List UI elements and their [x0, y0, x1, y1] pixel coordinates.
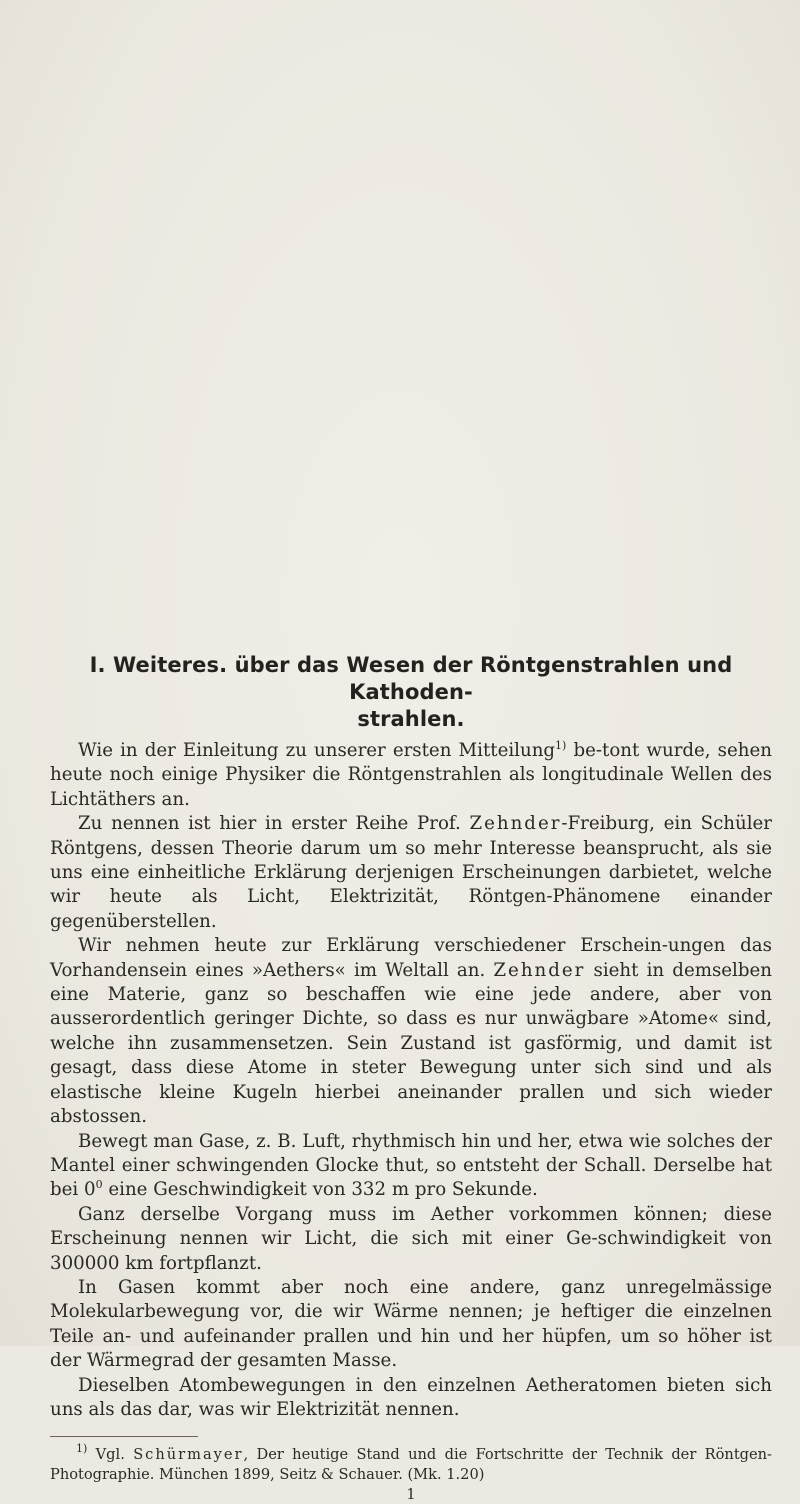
paragraph-3-text-b: sieht in demselben eine Materie, ganz so beschaffen wie eine jede andere, aber von ausserordentlich geringer Dichte, so dass es nur unwägbare »Atome« sind, welche ihn zusammensetzen. Sein Zustand ist gasförmig, und damit ist gesagt, dass diese Atome in steter Bewegung unter sich sind und als elastische kleine Kugeln hierbei aneinander prallen und sich wieder abstossen. — [50, 959, 772, 1128]
paragraph-2-text-b: -Freiburg, ein Schüler Röntgens, dessen Theorie darum um so mehr Interesse beansprucht, als sie uns eine einheitliche Erklärung derjenigen Erscheinungen darbietet, welche wir heute als Licht, Elektrizität, Röntgen-Phänomene einander gegenüberstellen. — [50, 813, 773, 932]
paragraph-2-text-a: Zu nennen ist hier in erster Reihe Prof. — [78, 813, 470, 835]
paragraph-1-text-a: Wie in der Einleitung zu unserer ersten Mitteilung — [78, 740, 556, 761]
degree-superscript: 0 — [95, 1178, 103, 1192]
paragraph-4-text-a: Bewegt man Gase, z. B. Luft, rhythmisch hin und her, etwa wie solches der Mantel einer schwingenden Glocke thut, so entsteht der Schall. Derselbe hat bei 0 — [50, 1130, 772, 1201]
paragraph-3 — [50, 934, 772, 1129]
body-text — [50, 739, 772, 1422]
footnote-reference: 1) — [555, 739, 567, 752]
chapter-heading — [50, 652, 772, 733]
paragraph-3-text-a: Wir nehmen heute zur Erklärung verschiedener Erschein-ungen das Vorhandensein eines »Aethers« im Weltall an. — [50, 935, 772, 981]
footnote — [50, 1442, 772, 1485]
footnote-marker: 1) — [76, 1442, 88, 1456]
paragraph-4 — [50, 1130, 772, 1203]
footnote-text-b: , Der heutige Stand und die Fortschritte der Technik der Röntgen-Photographie. München 1899, Seitz & Schauer. (Mk. 1.20) — [50, 1446, 772, 1484]
chapter-heading-line-1: I. Weiteres. über das Wesen der Röntgenstrahlen und Kathoden- — [89, 653, 733, 704]
footnote-author: Schürmayer — [133, 1446, 244, 1464]
person-name: Zehnder — [469, 813, 562, 835]
chapter-heading-line-2: strahlen. — [357, 707, 465, 731]
paragraph-5: Ganz derselbe Vorgang muss im Aether vorkommen können; diese Erscheinung nennen wir Licht, die sich mit einer Ge-schwindigkeit von 300000 km fortpflanzt. — [50, 1203, 772, 1274]
paragraph-1 — [50, 739, 772, 812]
footnote-divider — [50, 1436, 198, 1437]
paragraph-4-text-b: eine Geschwindigkeit von 332 m pro Sekunde. — [102, 1179, 538, 1201]
person-name: Zehnder — [493, 959, 586, 981]
paragraph-1-text-b: be-tont wurde, sehen heute noch einige Physiker die Röntgenstrahlen als longitudinale Wellen des Lichtäthers an. — [50, 740, 772, 810]
paragraph-7: Dieselben Atombewegungen in den einzelnen Aetheratomen bieten sich uns als das dar, was wir Elektrizität nennen. — [50, 1374, 772, 1420]
page-content — [50, 652, 772, 1504]
page-number: 1 — [406, 1486, 416, 1504]
footnote-text-a: Vgl. — [87, 1446, 134, 1464]
paragraph-2 — [50, 812, 772, 934]
paragraph-6: In Gasen kommt aber noch eine andere, ganz unregelmässige Molekularbewegung vor, die wir Wärme nennen; je heftiger die einzelnen Teile an- und aufeinander prallen und hin und her hüpfen, um so höher ist der Wärmegrad der gesamten Masse. — [50, 1276, 772, 1372]
